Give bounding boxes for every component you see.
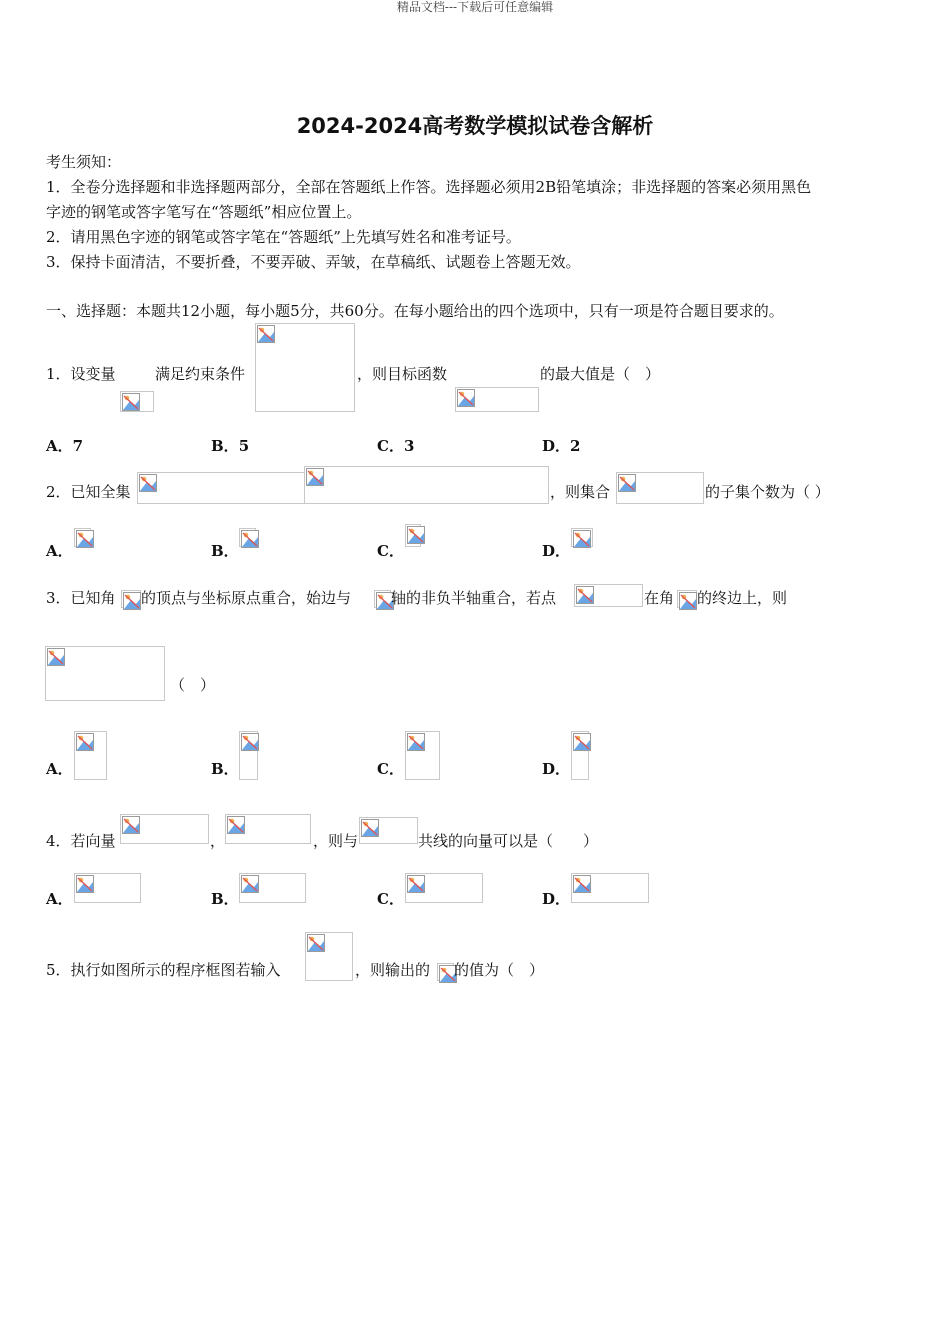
broken-image-icon (571, 528, 593, 547)
broken-image-icon (74, 528, 91, 547)
broken-image-glyph (407, 526, 425, 544)
q4-text-2: ， (210, 832, 226, 850)
broken-image-icon (304, 466, 549, 504)
q3-text-4: 在角 (644, 589, 675, 607)
q3-option-b: B． (211, 760, 239, 778)
broken-image-icon (74, 731, 107, 780)
broken-image-icon (359, 817, 418, 844)
q2-text-2: ，则集合 (550, 483, 611, 501)
broken-image-icon (437, 963, 454, 981)
broken-image-icon (305, 932, 353, 981)
broken-image-icon (45, 646, 165, 701)
broken-image-icon (137, 472, 305, 504)
broken-image-glyph (241, 875, 259, 893)
q3-option-c: C． (377, 760, 404, 778)
broken-image-glyph (241, 733, 259, 751)
q5-text-1: 5．执行如图所示的程序框图若输入 (46, 961, 281, 979)
broken-image-glyph (257, 325, 275, 343)
broken-image-glyph (47, 648, 65, 666)
q4-option-b: B． (211, 890, 239, 908)
q2-option-c: C． (377, 542, 404, 560)
broken-image-glyph (361, 819, 379, 837)
q4-text-1: 4．若向量 (46, 832, 116, 850)
broken-image-glyph (576, 586, 594, 604)
broken-image-glyph (407, 875, 425, 893)
broken-image-icon (405, 731, 440, 780)
q4-text-3: ，则与 (313, 832, 359, 850)
q1-option-c: C．3 (377, 437, 415, 455)
q3-text-1: 3．已知角 (46, 589, 116, 607)
broken-image-glyph (573, 875, 591, 893)
broken-image-glyph (457, 389, 475, 407)
broken-image-icon (677, 590, 697, 608)
broken-image-glyph (76, 530, 94, 548)
broken-image-icon (239, 873, 306, 903)
broken-image-icon (405, 873, 483, 903)
q1-text-3: ，则目标函数 (357, 365, 448, 383)
broken-image-icon (616, 472, 704, 504)
exam-title: 2024-2024高考数学模拟试卷含解析 (296, 114, 654, 138)
q1-text-2: 满足约束条件 (155, 365, 246, 383)
broken-image-glyph (679, 592, 697, 610)
broken-image-icon (121, 590, 141, 608)
q2-text-1: 2．已知全集 (46, 483, 131, 501)
q2-option-b: B． (211, 542, 239, 560)
broken-image-icon (74, 873, 141, 903)
broken-image-glyph (76, 875, 94, 893)
broken-image-glyph (227, 816, 245, 834)
broken-image-icon (225, 814, 311, 844)
q1-text-4: 的最大值是（ ） (540, 365, 661, 383)
broken-image-glyph (307, 934, 325, 952)
broken-image-glyph (407, 733, 425, 751)
broken-image-icon (255, 323, 355, 412)
q5-text-3: 的值为（ ） (454, 961, 545, 979)
q5-text-2: ，则输出的 (355, 961, 431, 979)
broken-image-glyph (76, 733, 94, 751)
q1-text-1: 1．设变量 (46, 365, 116, 383)
broken-image-icon (120, 391, 154, 412)
q2-text-3: 的子集个数为（ ） (705, 483, 830, 501)
broken-image-icon (571, 873, 649, 903)
broken-image-icon (374, 590, 391, 608)
q4-option-c: C． (377, 890, 404, 908)
q3-tail: （ ） (170, 676, 216, 694)
broken-image-icon (405, 524, 421, 547)
notice-line-1: 1．全卷分选择题和非选择题两部分，全部在答题纸上作答。选择题必须用2B铅笔填涂；非选择题的答案必须用黑色 (46, 178, 812, 196)
broken-image-icon (571, 731, 589, 780)
q3-text-2: 的顶点与坐标原点重合，始边与 (141, 589, 352, 607)
q2-option-a: A． (46, 542, 73, 560)
q4-option-a: A． (46, 890, 73, 908)
notice-line-4: 3．保持卡面清洁，不要折叠，不要弄破、弄皱，在草稿纸、试题卷上答题无效。 (46, 253, 581, 271)
broken-image-icon (574, 584, 643, 607)
broken-image-icon (239, 731, 258, 780)
broken-image-icon (120, 814, 209, 844)
broken-image-glyph (241, 530, 259, 548)
q3-option-d: D． (542, 760, 571, 778)
notice-line-2: 字迹的钢笔或答字笔写在“答题纸”相应位置上。 (46, 203, 362, 221)
broken-image-glyph (139, 474, 157, 492)
broken-image-icon (455, 387, 539, 412)
q3-text-3: 轴的非负半轴重合，若点 (391, 589, 557, 607)
q3-text-5: 的终边上，则 (697, 589, 788, 607)
q3-option-a: A． (46, 760, 73, 778)
q1-option-b: B．5 (211, 437, 250, 455)
notice-line-3: 2．请用黑色字迹的钢笔或答字笔在“答题纸”上先填写姓名和准考证号。 (46, 228, 521, 246)
broken-image-glyph (123, 592, 141, 610)
notice-heading: 考生须知： (46, 153, 122, 171)
broken-image-glyph (122, 393, 140, 411)
broken-image-glyph (573, 733, 591, 751)
q2-option-d: D． (542, 542, 571, 560)
broken-image-glyph (573, 530, 591, 548)
q1-option-a: A．7 (46, 437, 84, 455)
section-heading: 一、选择题：本题共12小题，每小题5分，共60分。在每小题给出的四个选项中，只有一项是符合题目要求的。 (46, 302, 784, 320)
broken-image-glyph (306, 468, 324, 486)
broken-image-glyph (618, 474, 636, 492)
page-header: 精品文档---下载后可任意编辑 (396, 0, 554, 14)
broken-image-glyph (122, 816, 140, 834)
q4-text-4: 共线的向量可以是（ ） (418, 832, 599, 850)
q4-option-d: D． (542, 890, 571, 908)
q1-option-d: D．2 (542, 437, 581, 455)
broken-image-icon (239, 528, 256, 547)
